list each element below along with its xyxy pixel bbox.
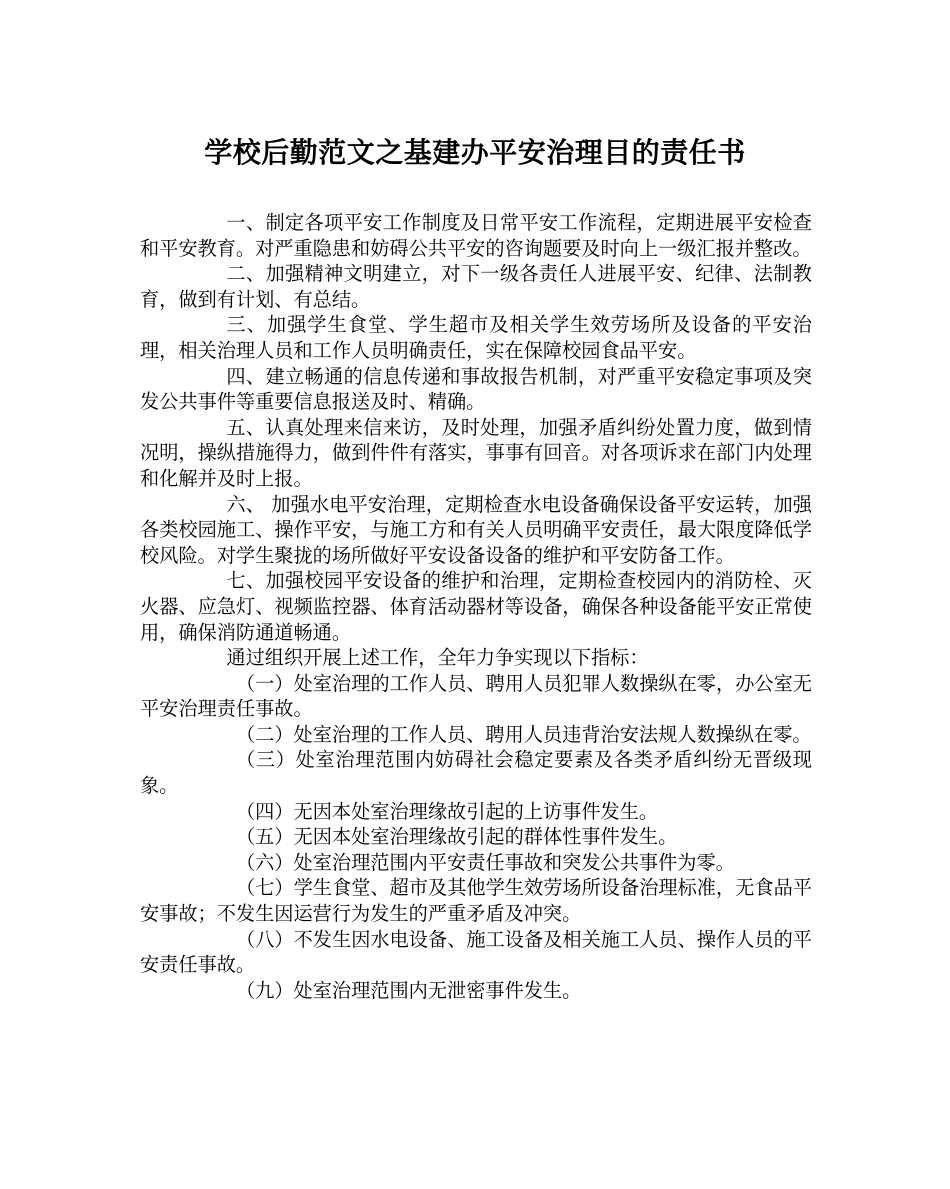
target-item-2: （二）处室治理的工作人员、聘用人员违背治安法规人数操纵在零。 [236, 722, 812, 746]
target-item-8: （八）不发生因水电设备、施工设备及相关施工人员、操作人员的平安责任事故。 [140, 927, 812, 977]
target-item-6: （六）处室治理范围内平安责任事故和突发公共事件为零。 [236, 850, 735, 874]
targets-intro: 通过组织开展上述工作，全年力争实现以下指标： [226, 646, 649, 670]
paragraph-6: 六、 加强水电平安治理，定期检查水电设备确保设备平安运转，加强各类校园施工、操作平安，与施工方和有关人员明确平安责任，最大限度降低学校风险。对学生聚拢的场所做好平安设备设备的维护和平安防备工作。 [140, 492, 812, 567]
target-item-5: （五）无因本处室治理缘故引起的群体性事件发生。 [236, 825, 678, 849]
document-body [140, 210, 812, 1003]
target-item-3: （三）处室治理范围内妨碍社会稳定要素及各类矛盾纠纷无晋级现象。 [140, 748, 812, 798]
paragraph-3: 三、加强学生食堂、学生超市及相关学生效劳场所及设备的平安治理，相关治理人员和工作人员明确责任，实在保障校园食品平安。 [140, 313, 812, 362]
target-item-4: （四）无因本处室治理缘故引起的上访事件发生。 [236, 799, 659, 823]
paragraph-4: 四、建立畅通的信息传递和事故报告机制，对严重平安稳定事项及突发公共事件等重要信息报送及时、精确。 [140, 364, 812, 414]
target-item-7: （七）学生食堂、超市及其他学生效劳场所设备治理标准，无食品平安事故；不发生因运营行为发生的严重矛盾及冲突。 [140, 876, 812, 926]
target-item-1: （一）处室治理的工作人员、聘用人员犯罪人数操纵在零，办公室无平安治理责任事故。 [140, 671, 812, 721]
paragraph-5: 五、认真处理来信来访，及时处理，加强矛盾纠纷处置力度，做到情况明，操纵措施得力，做到件件有落实，事事有回音。对各项诉求在部门内处理和化解并及时上报。 [140, 415, 812, 490]
document-title: 学校后勤范文之基建办平安治理目的责任书 [204, 136, 746, 169]
paragraph-1: 一、制定各项平安工作制度及日常平安工作流程，定期进展平安检查和平安教育。对严重隐患和妨碍公共平安的咨询题要及时向上一级汇报并整改。 [140, 211, 812, 260]
paragraph-2: 二、加强精神文明建立，对下一级各责任人进展平安、纪律、法制教育，做到有计划、有总结。 [140, 262, 812, 311]
target-item-9: （九）处室治理范围内无泄密事件发生。 [236, 978, 582, 1002]
paragraph-7: 七、加强校园平安设备的维护和治理，定期检查校园内的消防栓、灭火器、应急灯、视频监控器、体育活动器材等设备，确保各种设备能平安正常使用，确保消防通道畅通。 [140, 569, 812, 644]
